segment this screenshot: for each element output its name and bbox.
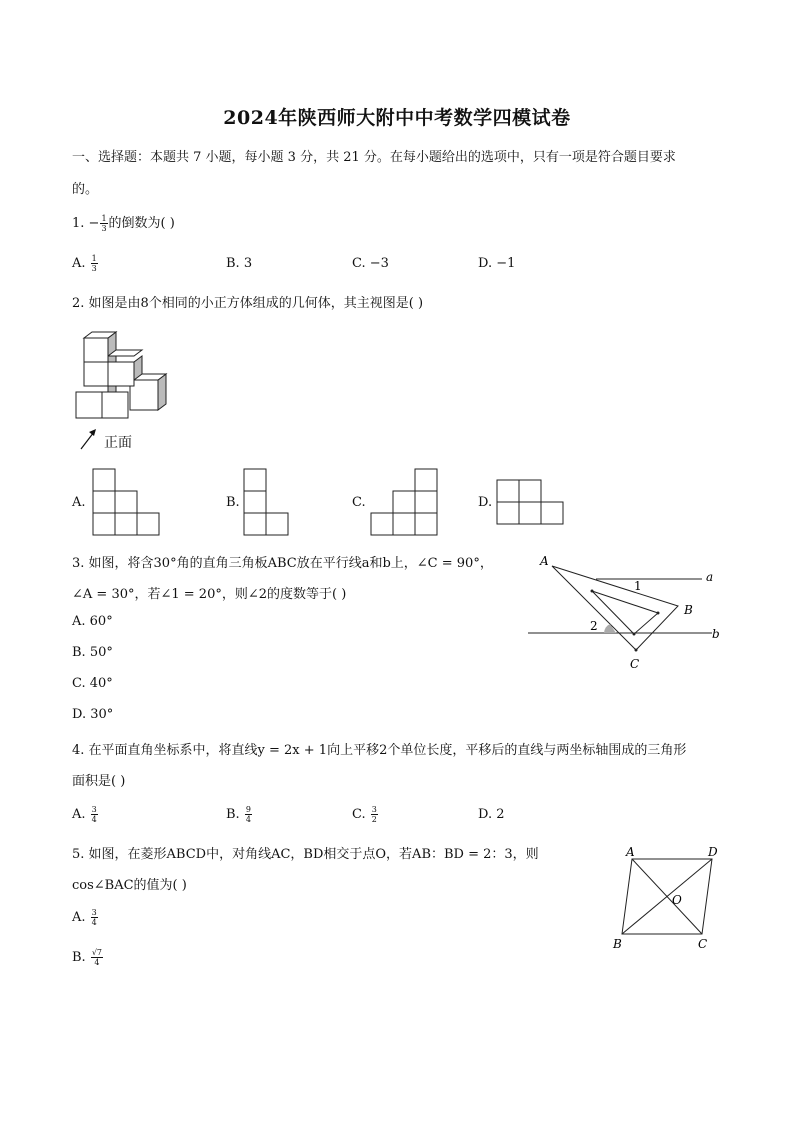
q4-option-b-fraction bbox=[245, 805, 252, 824]
q1-option-b[interactable]: B. 3 bbox=[226, 256, 253, 271]
q2-stem: 2. 如图是由8个相同的小正方体组成的几何体，其主视图是( ) bbox=[72, 296, 424, 311]
q5-option-b-label: B. bbox=[72, 950, 86, 965]
q5-a-num: 3 bbox=[91, 908, 97, 917]
q5-label-B: B bbox=[613, 937, 622, 951]
q2-option-b-figure[interactable] bbox=[243, 468, 293, 538]
q4-c-den: 2 bbox=[371, 815, 377, 824]
q1-a-den: 3 bbox=[91, 264, 97, 273]
q1-option-a-label: A. bbox=[72, 256, 86, 271]
q5-stem-line2: cos∠BAC的值为( ) bbox=[72, 878, 187, 893]
q4-option-b-label: B. bbox=[226, 807, 240, 822]
q2-cube-figure bbox=[70, 322, 180, 424]
q1-a-num: 1 bbox=[91, 254, 97, 263]
q3-option-a[interactable]: A. 60° bbox=[72, 614, 113, 629]
q1-option-a-fraction bbox=[91, 254, 98, 273]
q5-b-num: √7 bbox=[91, 948, 103, 957]
q4-c-num: 3 bbox=[371, 805, 377, 814]
q5-rhombus-figure bbox=[608, 842, 728, 954]
front-view-label: 正面 bbox=[104, 435, 132, 451]
q1-frac-den: 3 bbox=[101, 224, 107, 233]
q3-label-line-a: a bbox=[706, 570, 714, 584]
section-instruction-line1: 一、选择题：本题共 7 小题，每小题 3 分，共 21 分。在每小题给出的选项中，只有一项是符合题目要求 bbox=[72, 150, 676, 165]
q2-option-a[interactable]: A. bbox=[72, 495, 86, 510]
q4-option-c[interactable] bbox=[352, 805, 379, 824]
q3-label-B: B bbox=[684, 603, 693, 617]
q1-option-c[interactable]: C. −3 bbox=[352, 256, 389, 271]
q5-label-O: O bbox=[672, 893, 682, 907]
q3-label-angle1: 1 bbox=[634, 579, 642, 593]
q3-label-angle2: 2 bbox=[590, 619, 598, 633]
section-instruction-line2: 的。 bbox=[72, 182, 99, 197]
q3-label-line-b: b bbox=[712, 627, 720, 641]
q4-option-a[interactable] bbox=[72, 805, 99, 824]
q4-option-c-label: C. bbox=[352, 807, 366, 822]
q5-label-D: D bbox=[708, 845, 718, 859]
q4-option-b[interactable] bbox=[226, 805, 253, 824]
q4-stem-line2: 面积是( ) bbox=[72, 774, 126, 789]
q4-option-a-label: A. bbox=[72, 807, 86, 822]
q1-prefix: 1. − bbox=[72, 216, 100, 231]
q3-stem-line1: 3. 如图，将含30°角的直角三角板ABC放在平行线a和b上，∠C = 90°， bbox=[72, 556, 493, 571]
q2-option-d-figure[interactable] bbox=[496, 479, 566, 527]
q3-label-A: A bbox=[540, 554, 549, 568]
q3-option-b[interactable]: B. 50° bbox=[72, 645, 113, 660]
q1-frac-num: 1 bbox=[101, 214, 107, 223]
q4-option-a-fraction bbox=[91, 805, 98, 824]
q5-option-a[interactable] bbox=[72, 908, 99, 927]
q5-option-a-fraction bbox=[91, 908, 98, 927]
q1-fraction bbox=[100, 214, 107, 233]
q1-option-a[interactable] bbox=[72, 254, 99, 273]
q5-label-A: A bbox=[626, 845, 635, 859]
q3-stem-line2: ∠A = 30°，若∠1 = 20°，则∠2的度数等于( ) bbox=[72, 587, 347, 602]
q3-option-d[interactable]: D. 30° bbox=[72, 707, 114, 722]
q1-option-d[interactable]: D. −1 bbox=[478, 256, 516, 271]
q2-option-c[interactable]: C. bbox=[352, 495, 366, 510]
page-title: 2024年陕西师大附中中考数学四模试卷 bbox=[223, 107, 571, 129]
q4-option-d[interactable]: D. 2 bbox=[478, 807, 505, 822]
q2-option-c-figure[interactable] bbox=[370, 468, 440, 538]
q3-option-c[interactable]: C. 40° bbox=[72, 676, 113, 691]
q1-stem bbox=[72, 212, 175, 233]
q4-b-den: 4 bbox=[245, 815, 251, 824]
q2-option-d[interactable]: D. bbox=[478, 495, 493, 510]
front-view-arrow-icon bbox=[78, 426, 100, 452]
q4-b-num: 9 bbox=[245, 805, 251, 814]
q4-stem-line1: 4. 在平面直角坐标系中，将直线y = 2x + 1向上平移2个单位长度，平移后的直线与两坐标轴围成的三角形 bbox=[72, 743, 687, 758]
q1-suffix: 的倒数为( ) bbox=[108, 216, 175, 231]
q5-option-b[interactable] bbox=[72, 948, 104, 967]
q5-stem-line1: 5. 如图，在菱形ABCD中，对角线AC，BD相交于点O，若AB：BD = 2：3，则 bbox=[72, 847, 539, 862]
q5-option-b-fraction bbox=[91, 948, 103, 967]
q3-triangle-figure bbox=[520, 550, 730, 674]
q4-a-den: 4 bbox=[91, 815, 97, 824]
q4-option-c-fraction bbox=[371, 805, 378, 824]
q5-b-den: 4 bbox=[94, 958, 100, 967]
q4-a-num: 3 bbox=[91, 805, 97, 814]
q2-option-b[interactable]: B. bbox=[226, 495, 240, 510]
q3-label-C: C bbox=[630, 657, 640, 671]
q2-option-a-figure[interactable] bbox=[92, 468, 162, 538]
q5-a-den: 4 bbox=[91, 918, 97, 927]
q5-option-a-label: A. bbox=[72, 910, 86, 925]
q5-label-C: C bbox=[698, 937, 708, 951]
